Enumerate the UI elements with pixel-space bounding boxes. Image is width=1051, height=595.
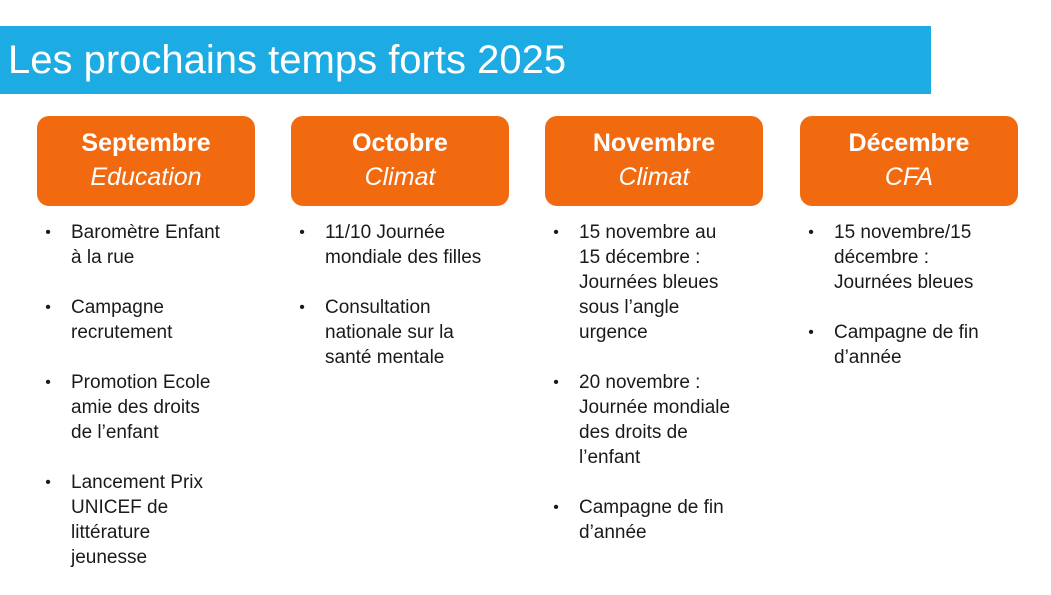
bullet-icon: • — [299, 224, 305, 241]
column-octobre — [291, 116, 509, 368]
list-item — [806, 220, 1036, 295]
month-name: Novembre — [592, 129, 716, 157]
list-item-text: Campagne de fin d’année — [834, 322, 979, 368]
column-decembre — [800, 116, 1018, 368]
event-list — [551, 220, 781, 570]
event-list — [297, 220, 527, 395]
month-header-box — [800, 116, 1018, 206]
event-list — [43, 220, 273, 595]
bullet-icon: • — [45, 299, 51, 316]
month-header-box — [291, 116, 509, 206]
list-item — [43, 220, 273, 270]
list-item — [297, 295, 527, 370]
list-item — [806, 320, 1036, 370]
column-novembre — [545, 116, 763, 543]
bullet-icon: • — [299, 299, 305, 316]
bullet-icon: • — [45, 474, 51, 491]
list-item — [551, 220, 781, 345]
list-item-text: Promotion Ecole amie des droits de l’enfant — [71, 372, 211, 443]
month-name: Décembre — [848, 129, 970, 157]
event-list — [806, 220, 1036, 395]
list-item — [43, 470, 273, 570]
month-name: Septembre — [81, 129, 211, 157]
bullet-icon: • — [45, 374, 51, 391]
list-item — [551, 495, 781, 545]
list-item-text: Lancement Prix UNICEF de littérature jeunesse — [71, 472, 204, 568]
list-item — [43, 295, 273, 345]
list-item-text: 20 novembre : Journée mondiale des droits de l’enfant — [579, 372, 731, 468]
list-item-text: 15 novembre au 15 décembre : Journées bleues sous l’angle urgence — [579, 222, 719, 343]
month-theme: Climat — [364, 163, 436, 191]
column-septembre — [37, 116, 255, 568]
list-item — [43, 370, 273, 445]
list-item-text: Campagne de fin d’année — [579, 497, 724, 543]
list-item-text: Baromètre Enfant à la rue — [71, 222, 220, 268]
bullet-icon: • — [45, 224, 51, 241]
bullet-icon: • — [808, 224, 814, 241]
list-item-text: 11/10 Journée mondiale des filles — [325, 222, 482, 268]
month-theme: CFA — [884, 163, 934, 191]
month-theme: Climat — [618, 163, 690, 191]
month-name: Octobre — [352, 129, 448, 157]
list-item-text: Consultation nationale sur la santé mentale — [325, 297, 454, 368]
bullet-icon: • — [553, 499, 559, 516]
list-item-text: Campagne recrutement — [71, 297, 173, 343]
list-item — [551, 370, 781, 470]
bullet-icon: • — [553, 224, 559, 241]
bullet-icon: • — [553, 374, 559, 391]
page-title: Les prochains temps forts 2025 — [8, 38, 567, 82]
list-item — [297, 220, 527, 270]
bullet-icon: • — [808, 324, 814, 341]
list-item-text: 15 novembre/15 décembre : Journées bleues — [834, 222, 974, 293]
month-header-box — [545, 116, 763, 206]
title-bar — [0, 26, 931, 94]
month-theme: Education — [90, 163, 202, 191]
month-header-box — [37, 116, 255, 206]
